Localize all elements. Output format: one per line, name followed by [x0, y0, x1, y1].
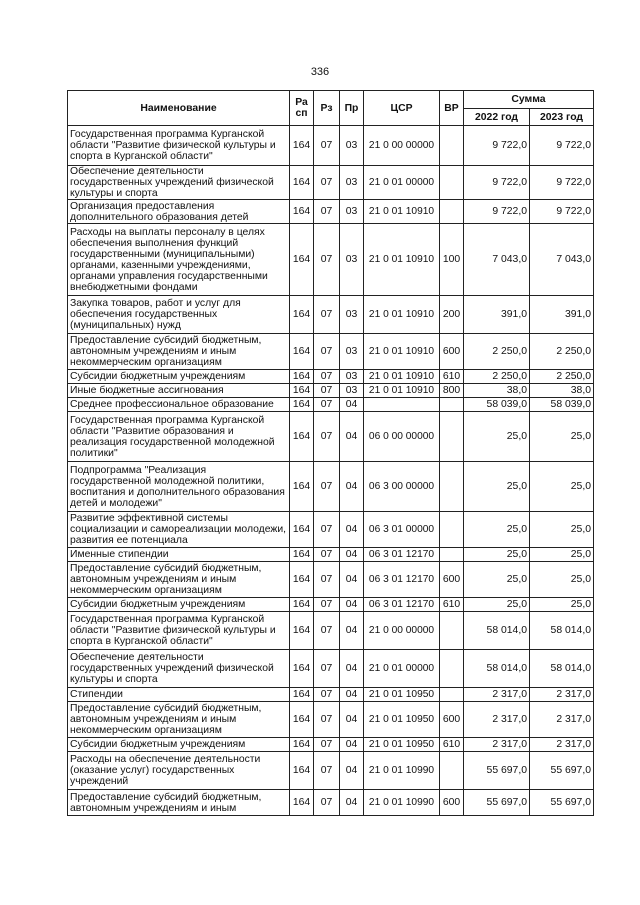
cell-pr: 03 [340, 200, 364, 224]
cell-csr: 21 0 01 10950 [364, 702, 440, 738]
cell-csr: 06 3 01 12170 [364, 548, 440, 562]
cell-rz: 07 [314, 702, 340, 738]
cell-ra: 164 [290, 126, 314, 166]
cell-csr: 21 0 01 00000 [364, 650, 440, 688]
cell-pr: 04 [340, 412, 364, 462]
cell-amount-2022: 55 697,0 [464, 752, 530, 790]
cell-pr: 04 [340, 562, 364, 598]
cell-amount-2023: 58 014,0 [530, 612, 594, 650]
cell-vr: 100 [440, 224, 464, 296]
cell-csr: 06 3 01 00000 [364, 512, 440, 548]
cell-vr [440, 412, 464, 462]
table-row [68, 548, 594, 562]
cell-csr: 21 0 00 00000 [364, 126, 440, 166]
cell-ra: 164 [290, 200, 314, 224]
header-2023: 2023 год [530, 109, 594, 126]
cell-pr: 03 [340, 166, 364, 200]
cell-amount-2022: 58 014,0 [464, 612, 530, 650]
cell-amount-2023: 55 697,0 [530, 752, 594, 790]
cell-amount-2023: 2 317,0 [530, 738, 594, 752]
cell-amount-2023: 58 014,0 [530, 650, 594, 688]
cell-amount-2023: 25,0 [530, 598, 594, 612]
cell-amount-2023: 25,0 [530, 462, 594, 512]
cell-ra: 164 [290, 650, 314, 688]
cell-vr [440, 612, 464, 650]
cell-vr [440, 126, 464, 166]
table-body [68, 126, 594, 816]
cell-ra: 164 [290, 612, 314, 650]
cell-pr: 04 [340, 598, 364, 612]
cell-ra: 164 [290, 462, 314, 512]
cell-amount-2023: 25,0 [530, 562, 594, 598]
cell-amount-2022: 2 317,0 [464, 738, 530, 752]
cell-pr: 04 [340, 688, 364, 702]
cell-rz: 07 [314, 512, 340, 548]
cell-amount-2023: 7 043,0 [530, 224, 594, 296]
table-row [68, 702, 594, 738]
table-row [68, 384, 594, 398]
cell-pr: 03 [340, 384, 364, 398]
cell-amount-2022: 2 317,0 [464, 688, 530, 702]
cell-name: Закупка товаров, работ и услуг для обеспечения государственных (муниципальных) нужд [68, 296, 290, 334]
cell-pr: 04 [340, 790, 364, 816]
cell-rz: 07 [314, 738, 340, 752]
cell-vr [440, 650, 464, 688]
cell-ra: 164 [290, 334, 314, 370]
cell-vr [440, 688, 464, 702]
cell-pr: 04 [340, 752, 364, 790]
cell-name: Предоставление субсидий бюджетным, автономным учреждениям и иным [68, 790, 290, 816]
cell-name: Субсидии бюджетным учреждениям [68, 370, 290, 384]
table-row [68, 398, 594, 412]
cell-amount-2022: 7 043,0 [464, 224, 530, 296]
header-pr: Пр [340, 91, 364, 126]
cell-ra: 164 [290, 562, 314, 598]
cell-pr: 03 [340, 370, 364, 384]
cell-rz: 07 [314, 598, 340, 612]
cell-rz: 07 [314, 612, 340, 650]
cell-csr: 21 0 01 10910 [364, 384, 440, 398]
cell-vr: 610 [440, 370, 464, 384]
table-row [68, 598, 594, 612]
cell-csr: 06 3 01 12170 [364, 562, 440, 598]
cell-amount-2022: 25,0 [464, 598, 530, 612]
cell-ra: 164 [290, 224, 314, 296]
cell-csr: 21 0 01 10990 [364, 752, 440, 790]
cell-amount-2023: 391,0 [530, 296, 594, 334]
table-row [68, 512, 594, 548]
cell-name: Субсидии бюджетным учреждениям [68, 738, 290, 752]
cell-pr: 04 [340, 512, 364, 548]
cell-name: Иные бюджетные ассигнования [68, 384, 290, 398]
cell-amount-2023: 38,0 [530, 384, 594, 398]
table-row [68, 334, 594, 370]
cell-vr: 200 [440, 296, 464, 334]
cell-pr: 04 [340, 612, 364, 650]
table-row [68, 790, 594, 816]
cell-name: Субсидии бюджетным учреждениям [68, 598, 290, 612]
cell-amount-2023: 2 317,0 [530, 702, 594, 738]
cell-amount-2023: 25,0 [530, 512, 594, 548]
table-row [68, 126, 594, 166]
cell-ra: 164 [290, 702, 314, 738]
cell-amount-2022: 2 250,0 [464, 370, 530, 384]
cell-vr: 610 [440, 598, 464, 612]
cell-pr: 04 [340, 650, 364, 688]
cell-amount-2022: 58 039,0 [464, 398, 530, 412]
cell-vr: 600 [440, 790, 464, 816]
cell-amount-2022: 2 250,0 [464, 334, 530, 370]
cell-name: Стипендии [68, 688, 290, 702]
table-row [68, 738, 594, 752]
table-row [68, 166, 594, 200]
page-number: 336 [310, 66, 330, 78]
cell-rz: 07 [314, 412, 340, 462]
cell-amount-2023: 25,0 [530, 548, 594, 562]
cell-ra: 164 [290, 688, 314, 702]
cell-csr: 21 0 01 10910 [364, 334, 440, 370]
cell-csr: 21 0 01 00000 [364, 166, 440, 200]
cell-amount-2023: 9 722,0 [530, 126, 594, 166]
cell-amount-2022: 25,0 [464, 462, 530, 512]
header-2022: 2022 год [464, 109, 530, 126]
header-rz: Рз [314, 91, 340, 126]
cell-name: Именные стипендии [68, 548, 290, 562]
cell-vr: 800 [440, 384, 464, 398]
cell-amount-2022: 55 697,0 [464, 790, 530, 816]
cell-name: Государственная программа Курганской области "Развитие физической культуры и спорта в Курганской области" [68, 126, 290, 166]
cell-ra: 164 [290, 752, 314, 790]
cell-csr: 06 3 00 00000 [364, 462, 440, 512]
cell-csr: 21 0 01 10950 [364, 738, 440, 752]
cell-name: Предоставление субсидий бюджетным, автономным учреждениям и иным некоммерческим организациям [68, 562, 290, 598]
cell-ra: 164 [290, 296, 314, 334]
cell-pr: 04 [340, 702, 364, 738]
cell-name: Расходы на обеспечение деятельности (оказание услуг) государственных учреждений [68, 752, 290, 790]
cell-csr: 21 0 01 10910 [364, 224, 440, 296]
cell-vr: 600 [440, 702, 464, 738]
cell-rz: 07 [314, 650, 340, 688]
cell-csr: 21 0 00 00000 [364, 612, 440, 650]
budget-table [67, 90, 594, 816]
cell-name: Развитие эффективной системы социализации и самореализации молодежи, развития ее потенциала [68, 512, 290, 548]
cell-vr: 610 [440, 738, 464, 752]
cell-csr: 21 0 01 10990 [364, 790, 440, 816]
cell-name: Подпрограмма "Реализация государственной молодежной политики, воспитания и дополнительного образования детей и молодежи" [68, 462, 290, 512]
cell-rz: 07 [314, 548, 340, 562]
cell-vr [440, 200, 464, 224]
cell-rz: 07 [314, 398, 340, 412]
cell-ra: 164 [290, 512, 314, 548]
cell-name: Государственная программа Курганской области "Развитие физической культуры и спорта в Курганской области" [68, 612, 290, 650]
cell-rz: 07 [314, 384, 340, 398]
table-row [68, 296, 594, 334]
cell-amount-2023: 55 697,0 [530, 790, 594, 816]
cell-pr: 04 [340, 398, 364, 412]
cell-rz: 07 [314, 224, 340, 296]
cell-rz: 07 [314, 200, 340, 224]
table-row [68, 650, 594, 688]
cell-amount-2023: 2 317,0 [530, 688, 594, 702]
header-ra: Ра сп [290, 91, 314, 126]
cell-name: Предоставление субсидий бюджетным, автономным учреждениям и иным некоммерческим организациям [68, 702, 290, 738]
cell-amount-2023: 9 722,0 [530, 166, 594, 200]
cell-name: Обеспечение деятельности государственных учреждений физической культуры и спорта [68, 166, 290, 200]
header-vr: ВР [440, 91, 464, 126]
cell-csr: 21 0 01 10910 [364, 296, 440, 334]
cell-rz: 07 [314, 462, 340, 512]
cell-pr: 04 [340, 738, 364, 752]
cell-ra: 164 [290, 166, 314, 200]
table-row [68, 562, 594, 598]
table-row [68, 412, 594, 462]
cell-pr: 04 [340, 462, 364, 512]
cell-csr: 06 0 00 00000 [364, 412, 440, 462]
cell-name: Обеспечение деятельности государственных учреждений физической культуры и спорта [68, 650, 290, 688]
cell-amount-2022: 2 317,0 [464, 702, 530, 738]
cell-pr: 03 [340, 296, 364, 334]
cell-pr: 03 [340, 126, 364, 166]
cell-rz: 07 [314, 166, 340, 200]
cell-pr: 03 [340, 224, 364, 296]
cell-rz: 07 [314, 370, 340, 384]
header-name: Наименование [68, 91, 290, 126]
cell-amount-2023: 25,0 [530, 412, 594, 462]
cell-csr: 21 0 01 10950 [364, 688, 440, 702]
cell-rz: 07 [314, 790, 340, 816]
cell-vr [440, 166, 464, 200]
cell-vr [440, 752, 464, 790]
table-row [68, 752, 594, 790]
table-row [68, 224, 594, 296]
cell-amount-2022: 9 722,0 [464, 200, 530, 224]
header-sum: Сумма [464, 91, 594, 109]
cell-vr [440, 462, 464, 512]
cell-vr [440, 548, 464, 562]
cell-amount-2022: 391,0 [464, 296, 530, 334]
cell-amount-2022: 9 722,0 [464, 126, 530, 166]
table-row [68, 688, 594, 702]
cell-rz: 07 [314, 334, 340, 370]
cell-amount-2022: 25,0 [464, 548, 530, 562]
cell-ra: 164 [290, 398, 314, 412]
cell-vr [440, 398, 464, 412]
cell-vr: 600 [440, 562, 464, 598]
header-csr: ЦСР [364, 91, 440, 126]
cell-vr [440, 512, 464, 548]
cell-ra: 164 [290, 384, 314, 398]
cell-vr: 600 [440, 334, 464, 370]
cell-rz: 07 [314, 126, 340, 166]
cell-ra: 164 [290, 790, 314, 816]
cell-ra: 164 [290, 548, 314, 562]
cell-amount-2023: 2 250,0 [530, 370, 594, 384]
cell-rz: 07 [314, 688, 340, 702]
cell-amount-2022: 25,0 [464, 562, 530, 598]
cell-amount-2023: 2 250,0 [530, 334, 594, 370]
cell-name: Среднее профессиональное образование [68, 398, 290, 412]
cell-csr [364, 398, 440, 412]
cell-amount-2022: 25,0 [464, 512, 530, 548]
cell-rz: 07 [314, 296, 340, 334]
cell-name: Государственная программа Курганской области "Развитие образования и реализация государственной молодежной политики" [68, 412, 290, 462]
cell-ra: 164 [290, 598, 314, 612]
cell-rz: 07 [314, 562, 340, 598]
cell-csr: 21 0 01 10910 [364, 370, 440, 384]
cell-name: Предоставление субсидий бюджетным, автономным учреждениям и иным некоммерческим организациям [68, 334, 290, 370]
cell-amount-2023: 9 722,0 [530, 200, 594, 224]
cell-pr: 03 [340, 334, 364, 370]
cell-amount-2022: 38,0 [464, 384, 530, 398]
cell-ra: 164 [290, 412, 314, 462]
table-row [68, 370, 594, 384]
cell-csr: 21 0 01 10910 [364, 200, 440, 224]
table-row [68, 200, 594, 224]
cell-pr: 04 [340, 548, 364, 562]
cell-ra: 164 [290, 738, 314, 752]
cell-amount-2022: 25,0 [464, 412, 530, 462]
cell-rz: 07 [314, 752, 340, 790]
cell-amount-2023: 58 039,0 [530, 398, 594, 412]
table-row [68, 462, 594, 512]
cell-csr: 06 3 01 12170 [364, 598, 440, 612]
cell-name: Организация предоставления дополнительного образования детей [68, 200, 290, 224]
cell-ra: 164 [290, 370, 314, 384]
table-row [68, 612, 594, 650]
cell-amount-2022: 58 014,0 [464, 650, 530, 688]
cell-amount-2022: 9 722,0 [464, 166, 530, 200]
cell-name: Расходы на выплаты персоналу в целях обеспечения выполнения функций государственными (муниципальными) органами, казенными учреждениями, органами управления государственными внебюджетными фондами [68, 224, 290, 296]
